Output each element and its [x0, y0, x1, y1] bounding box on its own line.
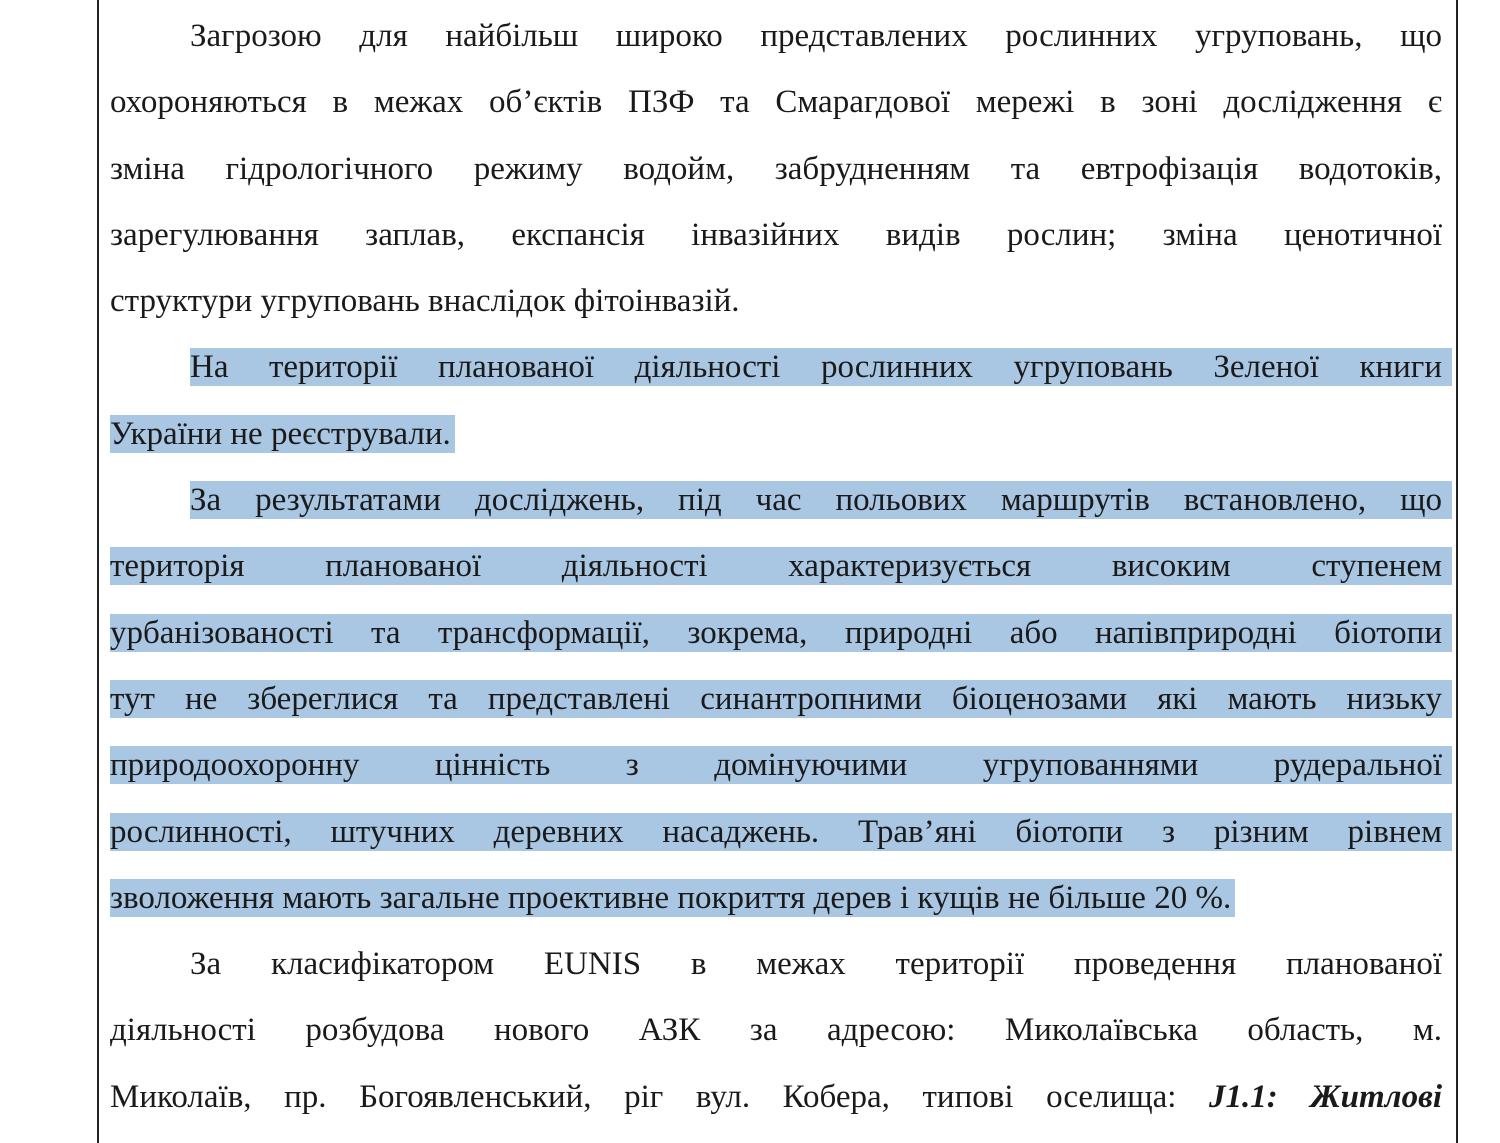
selected-text-line[interactable]: тут не збереглися та представлені синантропними біоценозами які мають низьку	[110, 666, 1452, 732]
paragraph-1-line	[110, 69, 1442, 135]
selected-paragraph-2-line[interactable]	[110, 401, 1442, 467]
selected-text-line[interactable]: територія планованої діяльності характеризується високим ступенем	[110, 533, 1452, 599]
selected-paragraph-3-line[interactable]	[110, 732, 1442, 798]
selected-paragraph-3-line[interactable]	[110, 467, 1442, 533]
paragraph-1-line	[110, 202, 1442, 268]
selected-paragraph-3-line[interactable]	[110, 799, 1442, 865]
text-line: структури угруповань внаслідок фітоінвазій.	[110, 283, 740, 320]
selected-text-line[interactable]: рослинності, штучних деревних насаджень. Трав’яні біотопи з різним рівнем	[110, 799, 1452, 865]
selected-text-line[interactable]: України не реєстрували.	[110, 401, 455, 467]
page-right-border	[1456, 0, 1458, 1143]
selected-text-line[interactable]: За результатами досліджень, під час польових маршрутів встановлено, що	[110, 467, 1452, 533]
paragraph-4-line	[110, 931, 1442, 997]
selected-paragraph-3-line[interactable]	[110, 666, 1442, 732]
paragraph-1-line	[110, 268, 1442, 334]
selected-text-line[interactable]: зволоження мають загальне проективне покриття дерев і кущів не більше 20 %.	[110, 865, 1235, 931]
text-run: Миколаїв, пр. Богоявленський, ріг вул. Кобера, типові оселища:	[110, 1078, 1210, 1115]
text-line: За класифікатором EUNIS в межах території проведення планованої	[190, 946, 1442, 983]
paragraph-1-line	[110, 136, 1442, 202]
text-line: Загрозою для найбільш широко представлених рослинних угруповань, що	[190, 18, 1442, 54]
text-line	[110, 1064, 1442, 1130]
document-body	[110, 3, 1442, 1130]
text-line: діяльності розбудова нового АЗК за адресою: Миколаївська область, м.	[110, 1012, 1442, 1049]
selected-text-line[interactable]: На території планованої діяльності рослинних угруповань Зеленої книги	[110, 334, 1452, 400]
paragraph-1-line	[110, 3, 1442, 69]
selected-paragraph-3-line[interactable]	[110, 865, 1442, 931]
text-line: зарегулювання заплав, експансія інвазійних видів рослин; зміна ценотичної	[110, 216, 1442, 253]
page-left-border	[97, 0, 99, 1143]
selected-paragraph-2-line[interactable]	[110, 334, 1442, 400]
selected-paragraph-3-line[interactable]	[110, 533, 1442, 599]
paragraph-4-line	[110, 997, 1442, 1063]
text-line: зміна гідрологічного режиму водойм, забрудненням та евтрофізація водотоків,	[110, 150, 1442, 187]
selected-text-line[interactable]: природоохоронну цінність з домінуючими угрупованнями рудеральної	[110, 732, 1452, 798]
paragraph-4-line	[110, 1064, 1442, 1130]
text-line: охороняються в межах об’єктів ПЗФ та Смарагдової мережі в зоні дослідження є	[110, 84, 1442, 121]
selected-text-line[interactable]: урбанізованості та трансформації, зокрема, природні або напівприродні біотопи	[110, 600, 1452, 666]
habitat-code-emphasis: J1.1: Житлові	[1209, 1078, 1442, 1115]
selected-paragraph-3-line[interactable]	[110, 600, 1442, 666]
